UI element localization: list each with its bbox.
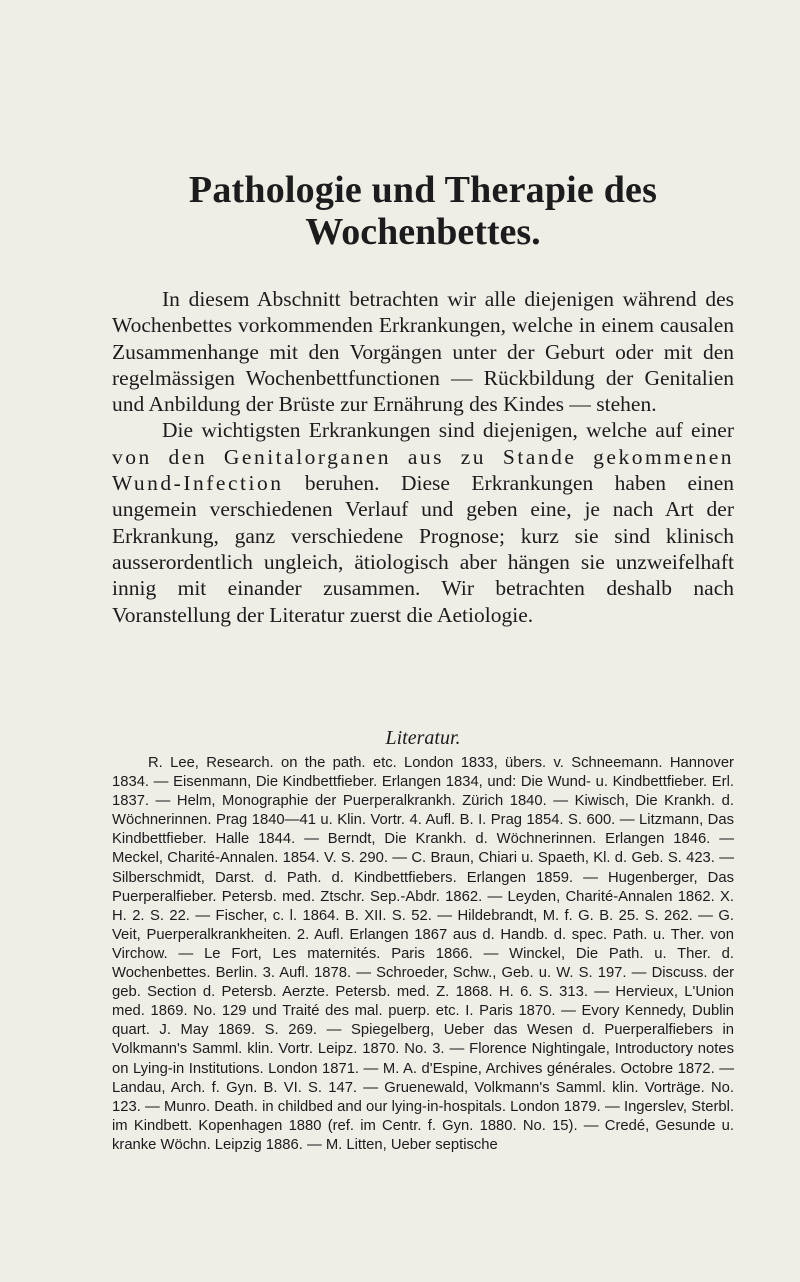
body-text — [112, 286, 734, 628]
chapter-title-line-2: Wochenbettes. — [305, 211, 541, 253]
paragraph-1: In diesem Abschnitt betrachten wir alle diejenigen während des Wochenbettes vorkommenden Erkrankungen, welche in einem causalen Zusammenhange mit den Vorgängen unter der Geburt oder mit den regelmässigen Wochenbettfunctionen — Rückbildung der Genitalien und Anbildung der Brüste zur Ernährung des Kindes — stehen. — [112, 287, 734, 417]
spaced-emphasis: von den Genitalorganen aus zu Stande gekommenen Wund-Infection — [112, 444, 734, 496]
paragraph-2-end: beruhen. Diese Erkrankungen haben einen ungemein verschiedenen Verlauf und geben eine, je nach Art der Erkrankung, ganz verschiedene Prognose; kurz sie sind klinisch ausserordentlich ungleich, ätiologisch aber hängen sie unzweifelhaft innig mit einander zusammen. Wir betrachten deshalb nach Voranstellung der Literatur zuerst die Aetiologie. — [112, 471, 735, 627]
literature-heading: Literatur. — [385, 727, 461, 749]
paragraph-2-start: Die wichtigsten Erkrankungen sind diejenigen, welche auf einer — [162, 418, 734, 443]
literature-list — [112, 754, 734, 1155]
literature-text: R. Lee, Research. on the path. etc. London 1833, übers. v. Schneemann. Hannover 1834. — Eisenmann, Die Kindbettfieber. Erlangen 1834, und: Die Wund- u. Kindbettfieber. Erl. 1837. — Helm, Monographie der Puerperalkrankh. Zürich 1840. — Kiwisch, Die Krankh. d. Wöchnerinnen. Prag 1840—41 u. Klin. Vortr. 4. Aufl. B. I. Prag 1854. S. 600. — Litzmann, Das Kindbettfieber. Halle 1844. — Berndt, Die Krankh. d. Wöchnerinnen. Erlangen 1846. — Meckel, Charité-Annalen. 1854. V. S. 290. — C. Braun, Chiari u. Spaeth, Kl. d. Geb. S. 423. — Silberschmidt, Darst. d. Path. d. Kindbettfiebers. Erlangen 1859. — Hugenberger, Das Puerperalfieber. Petersb. med. Ztschr. Sep.-Abdr. 1862. — Leyden, Charité-Annalen 1862. X. H. 2. S. 22. — Fischer, c. l. 1864. B. XII. S. 52. — Hildebrandt, M. f. G. B. 25. S. 262. — G. Veit, Puerperalkrankheiten. 2. Aufl. Erlangen 1867 aus d. Handb. d. spec. Path. u. Ther. von Virchow. — Le Fort, Les maternités. Paris 1866. — Winckel, Die Path. u. Ther. d. Wochenbettes. Berlin. 3. Aufl. 1878. — Schroeder, Schw., Geb. u. W. S. 197. — Discuss. der geb. Section d. Petersb. Aerzte. Petersb. med. Z. 1868. H. 6. S. 313. — Hervieux, L'Union med. 1869. No. 129 und Traité des mal. puerp. etc. I. Paris 1870. — Evory Kennedy, Dublin quart. J. May 1869. S. 269. — Spiegelberg, Ueber das Wesen d. Puerperalfiebers in Volkmann's Samml. klin. Vortr. Leipz. 1870. No. 3. — Florence Nightingale, Introductory notes on Lying-in Institutions. London 1871. — M. A. d'Espine, Archives générales. Octobre 1872. — Landau, Arch. f. Gyn. B. VI. S. 147. — Gruenewald, Volkmann's Samml. klin. Vorträge. No. 123. — Munro. Death. in childbed and our lying-in-hospitals. London 1879. — Ingerslev, Sterbl. im Kindbett. Kopenhagen 1880 (ref. im Centr. f. Gyn. 1880. No. 15). — Credé, Gesunde u. kranke Wöchn. Leipzig 1886. — M. Litten, Ueber septische — [112, 755, 734, 1153]
paragraph-2 — [112, 417, 734, 627]
chapter-title-line-1: Pathologie und Therapie des — [188, 169, 658, 211]
